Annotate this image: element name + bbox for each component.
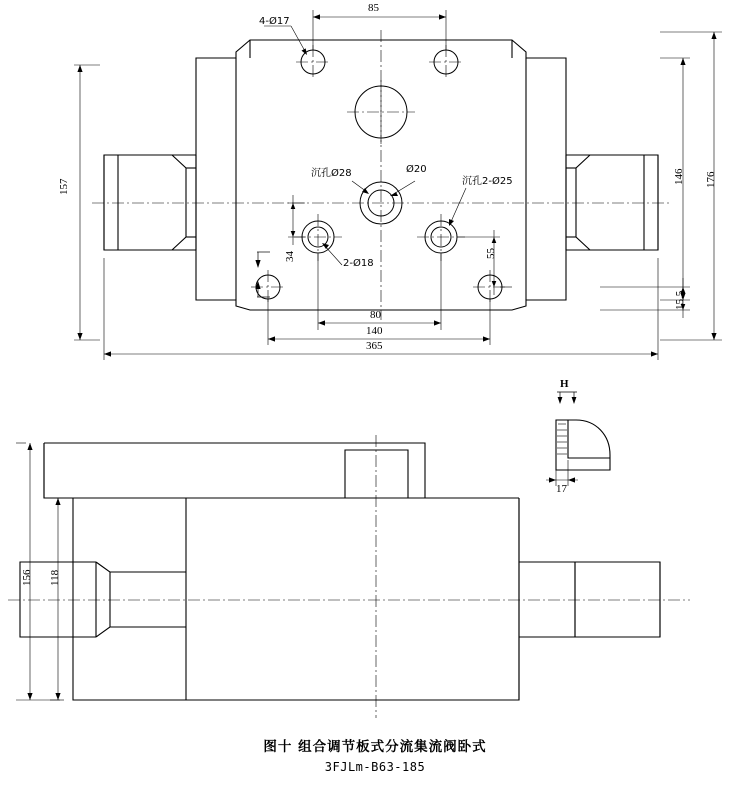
dim-156: 156 xyxy=(21,569,33,586)
dim-140: 140 xyxy=(366,325,383,337)
detail-mark-h: H xyxy=(560,378,569,390)
dim-118: 118 xyxy=(49,569,61,586)
figure-title-text: 图十 组合调节板式分流集流阀卧式 xyxy=(263,739,487,755)
callout-counterbore-2-d25: 沉孔2-Ø25 xyxy=(462,176,513,187)
figure-model-code-text: 3FJLm-B63-185 xyxy=(324,760,426,774)
dim-85: 85 xyxy=(368,2,379,14)
dim-176: 176 xyxy=(705,171,717,188)
dim-80: 80 xyxy=(370,309,381,321)
dim-146: 146 xyxy=(673,168,685,185)
callout-counterbore-d28: 沉孔Ø28 xyxy=(311,168,352,179)
callout-2-d18: 2-Ø18 xyxy=(343,258,374,269)
callout-bore-d20: Ø20 xyxy=(406,164,427,175)
dim-17: 17 xyxy=(556,483,567,495)
dim-34: 34 xyxy=(284,251,296,262)
dim-365: 365 xyxy=(366,340,383,352)
callout-4-d17: 4-Ø17 xyxy=(259,16,290,27)
dim-157: 157 xyxy=(58,178,70,195)
figure-model-code xyxy=(0,758,750,776)
dim-55: 55 xyxy=(485,248,497,259)
dim-15-5: 15.5 xyxy=(674,290,686,310)
figure-title xyxy=(0,735,750,756)
